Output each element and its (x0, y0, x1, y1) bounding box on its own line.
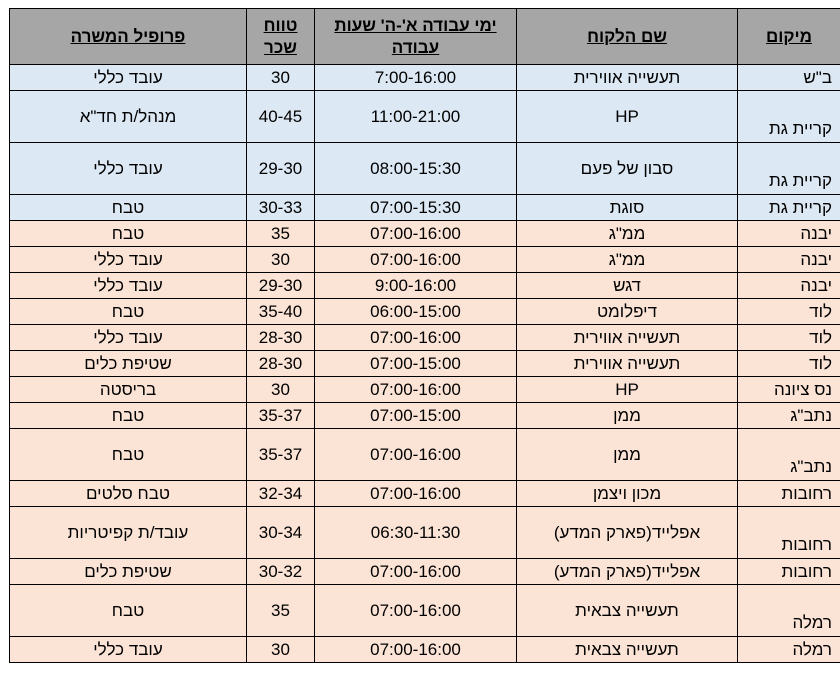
cell-salary: 30 (247, 377, 315, 403)
cell-client: סבון של פעם (517, 143, 738, 195)
cell-client: דגש (517, 273, 738, 299)
cell-location: יבנה (738, 247, 840, 273)
cell-location: רמלה (738, 585, 840, 637)
cell-client: סוגת (517, 195, 738, 221)
cell-profile: עובד כללי (10, 273, 247, 299)
cell-profile: עובד כללי (10, 325, 247, 351)
cell-profile: שטיפת כלים (10, 559, 247, 585)
cell-salary: 28-30 (247, 325, 315, 351)
table-row (10, 273, 840, 299)
cell-profile: טבח סלטים (10, 481, 247, 507)
cell-location: רחובות (738, 559, 840, 585)
cell-location: רחובות (738, 507, 840, 559)
cell-client: דיפלומט (517, 299, 738, 325)
cell-profile: בריסטה (10, 377, 247, 403)
cell-hours: 9:00-16:00 (315, 273, 517, 299)
cell-salary: 35 (247, 221, 315, 247)
cell-location: קריית גת (738, 143, 840, 195)
header-row (10, 9, 840, 65)
cell-hours: 7:00-16:00 (315, 65, 517, 91)
cell-hours: 07:00-16:00 (315, 325, 517, 351)
table-row (10, 247, 840, 273)
cell-hours: 07:00-16:00 (315, 559, 517, 585)
table-row (10, 299, 840, 325)
cell-hours: 11:00-21:00 (315, 91, 517, 143)
cell-hours: 06:30-11:30 (315, 507, 517, 559)
table-row (10, 429, 840, 481)
table-row (10, 221, 840, 247)
cell-salary: 30 (247, 637, 315, 663)
table-row (10, 377, 840, 403)
cell-hours: 07:00-15:00 (315, 351, 517, 377)
cell-salary: 29-30 (247, 143, 315, 195)
cell-salary: 32-34 (247, 481, 315, 507)
table-row (10, 325, 840, 351)
cell-hours: 07:00-16:00 (315, 429, 517, 481)
cell-profile: עובד כללי (10, 637, 247, 663)
cell-location: ב"ש (738, 65, 840, 91)
cell-profile: עובד/ת קפיטריות (10, 507, 247, 559)
cell-profile: טבח (10, 195, 247, 221)
cell-location: קריית גת (738, 91, 840, 143)
cell-location: לוד (738, 325, 840, 351)
header-hours: ימי עבודה א'-ה' שעות עבודה (315, 9, 517, 65)
jobs-table (9, 8, 840, 663)
cell-location: רמלה (738, 637, 840, 663)
cell-location: נתב"ג (738, 403, 840, 429)
cell-hours: 07:00-15:30 (315, 195, 517, 221)
cell-salary: 30-33 (247, 195, 315, 221)
table-row (10, 195, 840, 221)
cell-salary: 35 (247, 585, 315, 637)
cell-salary: 29-30 (247, 273, 315, 299)
cell-salary: 30 (247, 65, 315, 91)
cell-hours: 07:00-16:00 (315, 481, 517, 507)
cell-client: ממ"ג (517, 247, 738, 273)
cell-profile: טבח (10, 299, 247, 325)
table-row (10, 351, 840, 377)
header-salary: טווח שכר (247, 9, 315, 65)
cell-hours: 06:00-15:00 (315, 299, 517, 325)
cell-location: קריית גת (738, 195, 840, 221)
cell-profile: עובד כללי (10, 65, 247, 91)
cell-hours: 07:00-16:00 (315, 585, 517, 637)
cell-profile: מנהל/ת חד"א (10, 91, 247, 143)
cell-salary: 30-32 (247, 559, 315, 585)
header-location: מיקום (738, 9, 840, 65)
cell-profile: טבח (10, 585, 247, 637)
cell-hours: 07:00-16:00 (315, 247, 517, 273)
table-row (10, 637, 840, 663)
cell-profile: טבח (10, 221, 247, 247)
cell-salary: 35-37 (247, 403, 315, 429)
cell-client: מכון ויצמן (517, 481, 738, 507)
cell-hours: 07:00-16:00 (315, 637, 517, 663)
cell-profile: עובד כללי (10, 143, 247, 195)
cell-salary: 35-37 (247, 429, 315, 481)
cell-location: נס ציונה (738, 377, 840, 403)
table-row (10, 65, 840, 91)
cell-client: HP (517, 91, 738, 143)
cell-hours: 07:00-16:00 (315, 221, 517, 247)
cell-salary: 30 (247, 247, 315, 273)
cell-client: אפלייד(פארק המדע) (517, 507, 738, 559)
cell-hours: 07:00-15:00 (315, 403, 517, 429)
cell-client: אפלייד(פארק המדע) (517, 559, 738, 585)
cell-profile: טבח (10, 403, 247, 429)
cell-profile: עובד כללי (10, 247, 247, 273)
cell-salary: 30-34 (247, 507, 315, 559)
cell-location: רחובות (738, 481, 840, 507)
table-row (10, 143, 840, 195)
cell-client: תעשייה אווירית (517, 325, 738, 351)
table-row (10, 507, 840, 559)
cell-location: יבנה (738, 273, 840, 299)
header-client: שם הלקוח (517, 9, 738, 65)
table-row (10, 91, 840, 143)
cell-location: לוד (738, 351, 840, 377)
cell-hours: 08:00-15:30 (315, 143, 517, 195)
table-row (10, 559, 840, 585)
table-row (10, 585, 840, 637)
cell-client: תעשייה אווירית (517, 65, 738, 91)
cell-profile: טבח (10, 429, 247, 481)
cell-client: תעשייה אווירית (517, 351, 738, 377)
table-row (10, 481, 840, 507)
cell-location: לוד (738, 299, 840, 325)
cell-client: HP (517, 377, 738, 403)
cell-client: תעשייה צבאית (517, 585, 738, 637)
cell-profile: שטיפת כלים (10, 351, 247, 377)
cell-client: ממ"ג (517, 221, 738, 247)
cell-salary: 28-30 (247, 351, 315, 377)
cell-location: יבנה (738, 221, 840, 247)
cell-client: ממן (517, 429, 738, 481)
cell-salary: 35-40 (247, 299, 315, 325)
header-profile: פרופיל המשרה (10, 9, 247, 65)
cell-client: ממן (517, 403, 738, 429)
table-row (10, 403, 840, 429)
cell-salary: 40-45 (247, 91, 315, 143)
cell-hours: 07:00-16:00 (315, 377, 517, 403)
cell-client: תעשייה צבאית (517, 637, 738, 663)
cell-location: נתב"ג (738, 429, 840, 481)
